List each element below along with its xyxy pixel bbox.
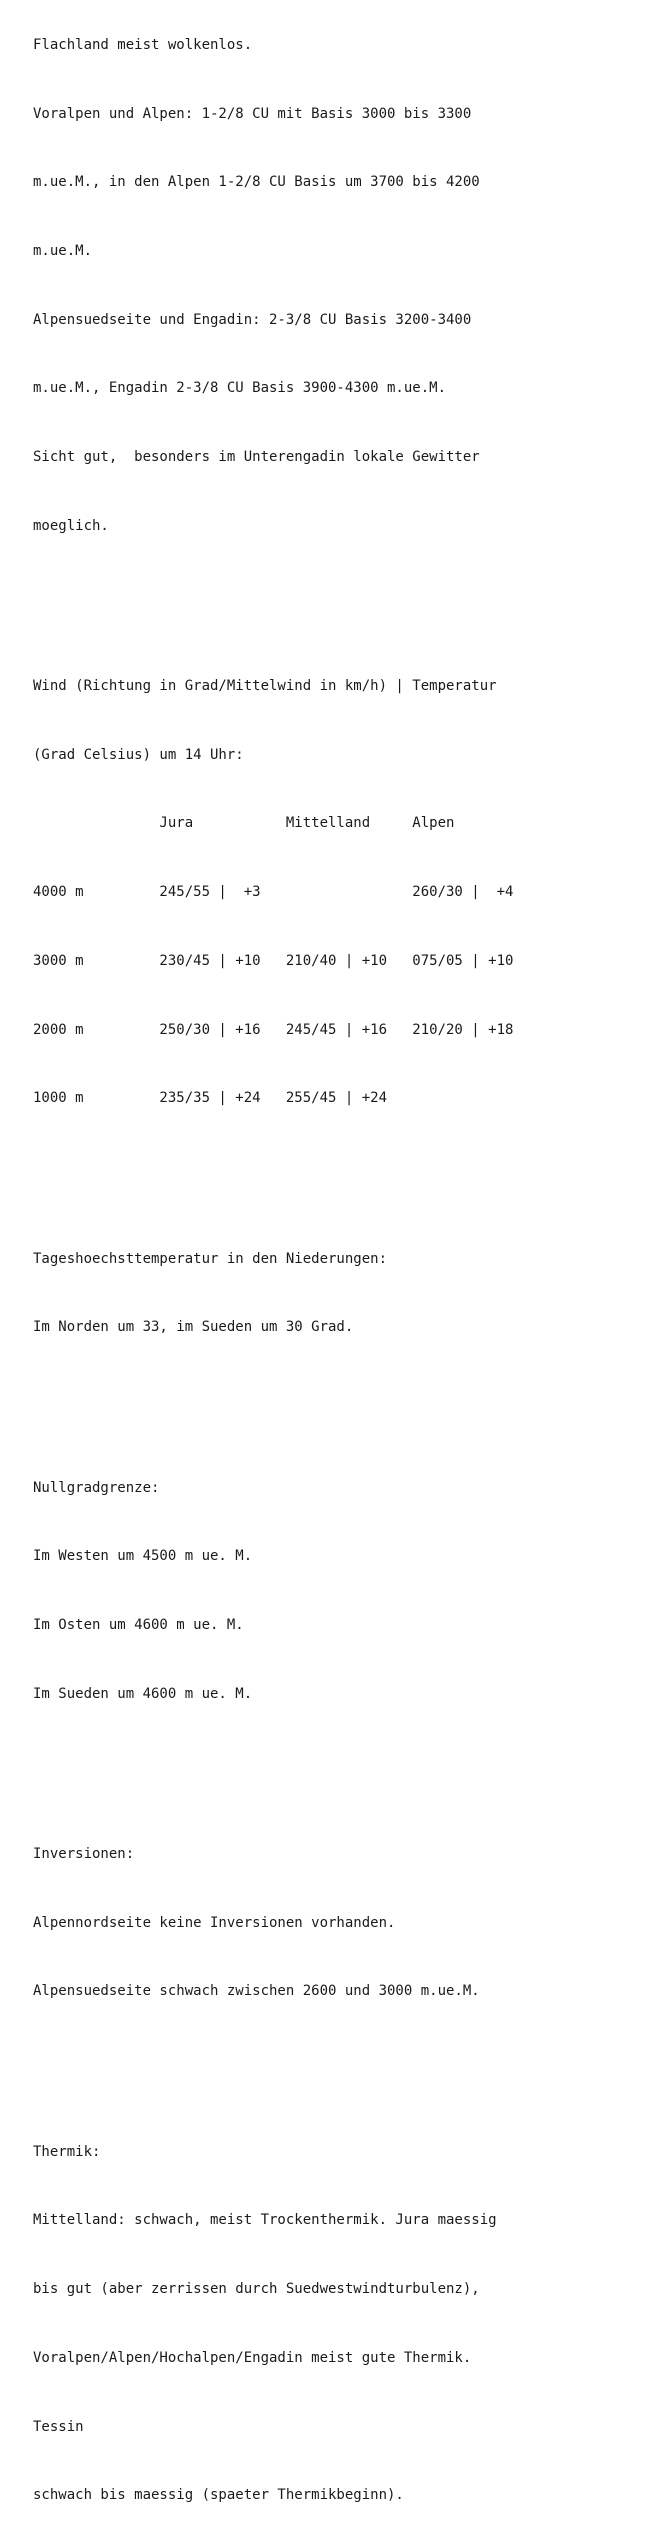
spacer bbox=[33, 583, 643, 606]
thermal-line: bis gut (aber zerrissen durch Suedwestwindturbulenz), bbox=[33, 2281, 480, 2298]
wind-table-header: Jura Mittelland Alpen bbox=[33, 815, 455, 832]
freezing-level-line: Im Sueden um 4600 m ue. M. bbox=[33, 1685, 253, 1702]
wind-table-row: 4000 m 245/55 | +3 260/30 | +4 bbox=[33, 884, 514, 901]
thermal-line: Voralpen/Alpen/Hochalpen/Engadin meist gute Thermik. bbox=[33, 2349, 472, 2366]
cloud-line: m.ue.M. bbox=[33, 242, 93, 259]
spacer bbox=[33, 1751, 643, 1774]
inversion-heading: Inversionen: bbox=[33, 1846, 135, 1863]
freezing-level-heading: Nullgradgrenze: bbox=[33, 1479, 160, 1496]
spacer bbox=[33, 2049, 643, 2072]
cloud-line: m.ue.M., in den Alpen 1-2/8 CU Basis um 3700 bis 4200 bbox=[33, 174, 480, 191]
max-temp-text: Im Norden um 33, im Sueden um 30 Grad. bbox=[33, 1319, 354, 1336]
max-temp-heading: Tageshoechsttemperatur in den Niederungen: bbox=[33, 1250, 388, 1267]
forecast-document bbox=[33, 0, 643, 2530]
thermal-line: schwach bis maessig (spaeter Thermikbeginn). bbox=[33, 2487, 404, 2504]
wind-heading-cont: (Grad Celsius) um 14 Uhr: bbox=[33, 746, 244, 763]
spacer bbox=[33, 1156, 643, 1179]
inversion-line: Alpensuedseite schwach zwischen 2600 und 3000 m.ue.M. bbox=[33, 1983, 480, 2000]
wind-table-row: 1000 m 235/35 | +24 255/45 | +24 bbox=[33, 1090, 388, 1107]
cloud-line: Sicht gut, besonders im Unterengadin lokale Gewitter bbox=[33, 449, 480, 466]
thermal-heading: Thermik: bbox=[33, 2143, 101, 2160]
cloud-line: moeglich. bbox=[33, 517, 109, 534]
freezing-level-line: Im Westen um 4500 m ue. M. bbox=[33, 1548, 253, 1565]
cloud-line: Voralpen und Alpen: 1-2/8 CU mit Basis 3000 bis 3300 bbox=[33, 105, 472, 122]
inversion-line: Alpennordseite keine Inversionen vorhanden. bbox=[33, 1914, 396, 1931]
spacer bbox=[33, 1385, 643, 1408]
thermal-line: Mittelland: schwach, meist Trockenthermik. Jura maessig bbox=[33, 2212, 497, 2229]
cloud-line: Alpensuedseite und Engadin: 2-3/8 CU Basis 3200-3400 bbox=[33, 311, 472, 328]
wind-table-row: 3000 m 230/45 | +10 210/40 | +10 075/05 | +10 bbox=[33, 952, 514, 969]
wind-table-row: 2000 m 250/30 | +16 245/45 | +16 210/20 | +18 bbox=[33, 1021, 514, 1038]
cloud-lead-line: Flachland meist wolkenlos. bbox=[33, 36, 253, 53]
cloud-line: m.ue.M., Engadin 2-3/8 CU Basis 3900-4300 m.ue.M. bbox=[33, 380, 447, 397]
thermal-line: Tessin bbox=[33, 2418, 84, 2435]
freezing-level-line: Im Osten um 4600 m ue. M. bbox=[33, 1617, 244, 1633]
wind-heading: Wind (Richtung in Grad/Mittelwind in km/h) | Temperatur bbox=[33, 678, 497, 695]
